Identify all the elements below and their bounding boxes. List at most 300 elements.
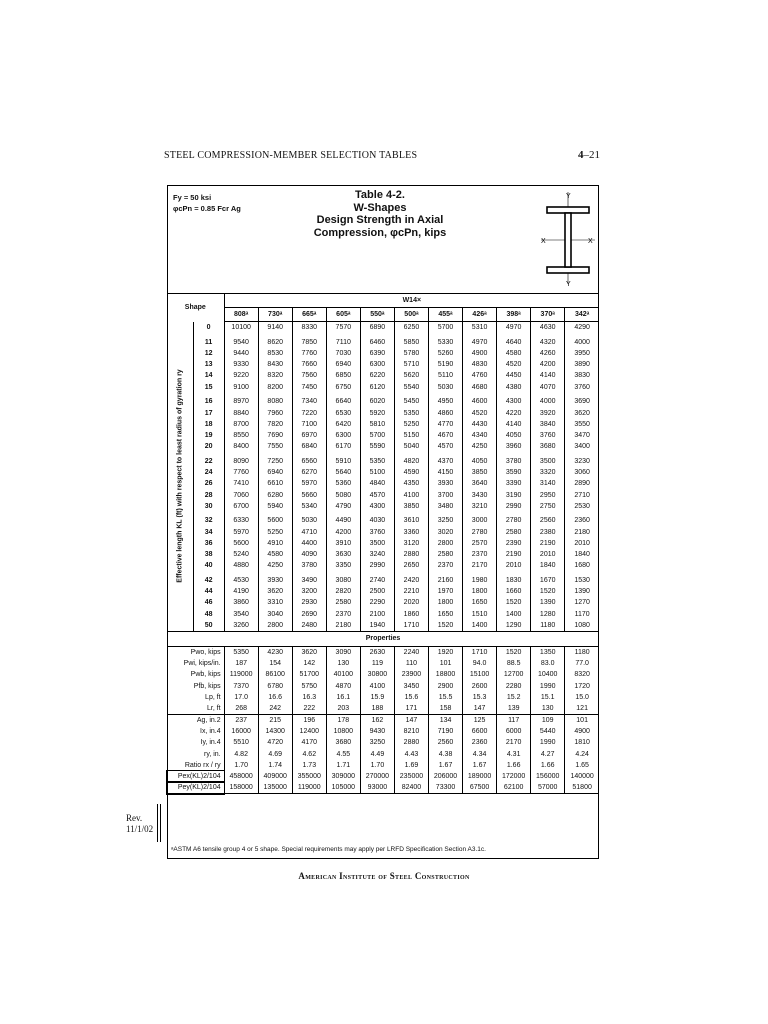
strength-value: 5910: [326, 456, 360, 467]
property-value: 16.1: [326, 692, 360, 703]
property-value: 4720: [258, 737, 292, 748]
strength-value: 5780: [394, 348, 428, 359]
property-value: 57000: [531, 782, 565, 794]
kl-value: 28: [193, 489, 224, 500]
strength-value: 6750: [326, 382, 360, 393]
property-value: 8320: [565, 669, 599, 680]
property-value: 5510: [224, 737, 258, 748]
property-value: 10400: [531, 669, 565, 680]
property-value: 1990: [531, 680, 565, 691]
strength-value: 2890: [565, 478, 599, 489]
strength-value: 7110: [326, 337, 360, 348]
table-row: [167, 575, 599, 586]
strength-value: 5850: [394, 337, 428, 348]
revision-note: [126, 813, 153, 835]
shape-label: Shape: [167, 294, 224, 322]
strength-value: 6170: [326, 441, 360, 452]
strength-value: 4490: [326, 515, 360, 526]
property-row: [167, 692, 599, 703]
strength-value: 4260: [531, 348, 565, 359]
strength-value: 3780: [292, 560, 326, 571]
strength-value: 4100: [394, 489, 428, 500]
property-value: 10800: [326, 726, 360, 737]
strength-value: 5640: [326, 467, 360, 478]
strength-value: 5700: [360, 430, 394, 441]
table-row: [167, 430, 599, 441]
property-value: 2900: [429, 680, 463, 691]
property-value: 4900: [565, 726, 599, 737]
table-row: [167, 441, 599, 452]
strength-value: 3630: [326, 549, 360, 560]
property-value: 3250: [360, 737, 394, 748]
property-value: 1.73: [292, 760, 326, 771]
strength-value: 6250: [394, 322, 428, 334]
strength-value: 7550: [258, 441, 292, 452]
strength-value: 3850: [463, 467, 497, 478]
x-axis-left-label: X: [541, 238, 546, 245]
strength-value: 8550: [224, 430, 258, 441]
property-label: Iy, in.4: [200, 739, 221, 747]
property-value: 235000: [394, 771, 428, 782]
size-header: 455ᵃ: [429, 308, 463, 322]
property-value: 162: [360, 714, 394, 726]
strength-value: 4670: [429, 430, 463, 441]
strength-value: 4970: [463, 337, 497, 348]
table-row: [167, 337, 599, 348]
table-row: [167, 549, 599, 560]
size-header: 342ᵃ: [565, 308, 599, 322]
strength-value: 3890: [565, 359, 599, 370]
property-value: 196: [292, 714, 326, 726]
strength-value: 6610: [258, 478, 292, 489]
strength-value: 4910: [258, 538, 292, 549]
property-row: [167, 658, 599, 669]
strength-value: 3760: [360, 527, 394, 538]
kl-value: 22: [193, 456, 224, 467]
property-value: 1520: [497, 646, 531, 658]
strength-value: 6560: [292, 456, 326, 467]
strength-value: 1800: [463, 586, 497, 597]
property-value: 242: [258, 703, 292, 715]
property-value: 6780: [258, 680, 292, 691]
table-row: [167, 382, 599, 393]
strength-value: 1800: [429, 597, 463, 608]
strength-value: 1270: [565, 597, 599, 608]
strength-value: 3690: [565, 396, 599, 407]
strength-value: 2880: [394, 549, 428, 560]
strength-value: 4580: [258, 549, 292, 560]
strength-value: 4050: [463, 456, 497, 467]
strength-value: 8970: [224, 396, 258, 407]
property-value: 4.62: [292, 749, 326, 760]
strength-value: 7560: [292, 370, 326, 381]
strength-value: 3240: [360, 549, 394, 560]
strength-value: 2010: [565, 538, 599, 549]
size-header: 808ᵃ: [224, 308, 258, 322]
strength-value: 3500: [531, 456, 565, 467]
property-value: 105000: [326, 782, 360, 794]
strength-value: 3120: [394, 538, 428, 549]
strength-value: 5100: [360, 467, 394, 478]
property-value: 4170: [292, 737, 326, 748]
strength-value: 8320: [258, 370, 292, 381]
strength-value: 3470: [565, 430, 599, 441]
strength-value: 7960: [258, 408, 292, 419]
property-value: 4.55: [326, 749, 360, 760]
strength-value: 2710: [565, 489, 599, 500]
strength-value: 5590: [360, 441, 394, 452]
strength-value: 8700: [224, 419, 258, 430]
strength-value: 9100: [224, 382, 258, 393]
property-value: 15.6: [394, 692, 428, 703]
property-value: 23900: [394, 669, 428, 680]
size-header: 550ᵃ: [360, 308, 394, 322]
strength-value: 1390: [565, 586, 599, 597]
strength-value: 4590: [394, 467, 428, 478]
property-label: Ag, in.2: [196, 717, 221, 725]
strength-value: 6420: [326, 419, 360, 430]
header-row: [167, 294, 599, 308]
strength-value: 1520: [531, 586, 565, 597]
strength-value: 4070: [531, 382, 565, 393]
kl-value: 44: [193, 586, 224, 597]
property-row: [167, 726, 599, 737]
strength-value: 4370: [429, 456, 463, 467]
strength-value: 4140: [497, 419, 531, 430]
y-axis-bottom-label: Y: [566, 281, 571, 286]
table-row: [167, 322, 599, 334]
strength-value: 2650: [394, 560, 428, 571]
strength-value: 6940: [258, 467, 292, 478]
strength-value: 5030: [429, 382, 463, 393]
kl-value: 42: [193, 575, 224, 586]
property-value: 15.1: [531, 692, 565, 703]
table-row: [167, 608, 599, 619]
strength-value: 6330: [224, 515, 258, 526]
property-value: 147: [394, 714, 428, 726]
material-info: [173, 192, 241, 214]
strength-value: 1650: [429, 608, 463, 619]
strength-value: 4640: [497, 337, 531, 348]
table-row: [167, 586, 599, 597]
property-row: [167, 669, 599, 680]
property-value: 6000: [497, 726, 531, 737]
property-row: [167, 646, 599, 658]
strength-value: 4520: [497, 359, 531, 370]
strength-value: 5340: [292, 501, 326, 512]
strength-value: 5540: [394, 382, 428, 393]
property-value: 86100: [258, 669, 292, 680]
property-value: 147: [463, 703, 497, 715]
strength-value: 5260: [429, 348, 463, 359]
property-value: 16.3: [292, 692, 326, 703]
property-label: Pwi, kips/in.: [183, 660, 221, 668]
property-value: 30800: [360, 669, 394, 680]
title-line-4: Compression, φcPn, kips: [313, 226, 447, 239]
strength-value: 4880: [224, 560, 258, 571]
strength-value: 5250: [258, 527, 292, 538]
property-value: 1.74: [258, 760, 292, 771]
strength-value: 4200: [326, 527, 360, 538]
property-value: 1.66: [497, 760, 531, 771]
property-value: 1710: [463, 646, 497, 658]
property-value: 156000: [531, 771, 565, 782]
strength-value: 1170: [565, 608, 599, 619]
strength-value: 2800: [258, 620, 292, 632]
strength-value: 8530: [258, 348, 292, 359]
strength-value: 3850: [394, 501, 428, 512]
strength-value: 3760: [565, 382, 599, 393]
strength-value: 4250: [463, 441, 497, 452]
title-line-1: Table 4-2.: [355, 189, 405, 201]
strength-value: 5040: [394, 441, 428, 452]
strength-value: 3840: [531, 419, 565, 430]
property-value: 409000: [258, 771, 292, 782]
property-value: 121: [565, 703, 599, 715]
property-value: 1.65: [565, 760, 599, 771]
strength-value: 2750: [531, 501, 565, 512]
strength-value: 2530: [565, 501, 599, 512]
properties-header-row: [167, 631, 599, 646]
strength-value: 6300: [326, 430, 360, 441]
strength-value: 4030: [360, 515, 394, 526]
strength-value: 6890: [360, 322, 394, 334]
strength-value: 3920: [531, 408, 565, 419]
property-value: 12700: [497, 669, 531, 680]
strength-value: 8200: [258, 382, 292, 393]
strength-value: 2380: [531, 527, 565, 538]
strength-value: 4600: [463, 396, 497, 407]
strength-value: 5710: [394, 359, 428, 370]
strength-value: 3260: [224, 620, 258, 632]
property-row: [167, 680, 599, 691]
table-row: [167, 527, 599, 538]
strength-value: 3200: [292, 586, 326, 597]
strength-value: 4860: [429, 408, 463, 419]
strength-value: 4000: [531, 396, 565, 407]
kl-value: 38: [193, 549, 224, 560]
property-value: 15.9: [360, 692, 394, 703]
strength-value: 3620: [565, 408, 599, 419]
property-value: 4.27: [531, 749, 565, 760]
property-value: 2600: [463, 680, 497, 691]
property-value: 4.34: [463, 749, 497, 760]
property-value: 119000: [292, 782, 326, 794]
strength-value: 4570: [429, 441, 463, 452]
title-line-3: Design Strength in Axial: [316, 214, 444, 226]
strength-value: 4790: [326, 501, 360, 512]
strength-value: 3760: [531, 430, 565, 441]
strength-value: 1830: [497, 575, 531, 586]
property-value: 309000: [326, 771, 360, 782]
property-value: 17.0: [224, 692, 258, 703]
strength-value: 5330: [429, 337, 463, 348]
strength-value: 1080: [565, 620, 599, 632]
property-value: 101: [565, 714, 599, 726]
strength-value: 3960: [497, 441, 531, 452]
strength-value: 5810: [360, 419, 394, 430]
strength-value: 1970: [429, 586, 463, 597]
property-value: 16000: [224, 726, 258, 737]
property-value: 93000: [360, 782, 394, 794]
strength-value: 2010: [497, 560, 531, 571]
strength-value: 4630: [531, 322, 565, 334]
strength-value: 4090: [292, 549, 326, 560]
strength-value: 1710: [394, 620, 428, 632]
strength-value: 3140: [531, 478, 565, 489]
property-row: [167, 771, 599, 782]
page-number: 4–21: [578, 149, 600, 161]
strength-value: 6280: [258, 489, 292, 500]
property-value: 5440: [531, 726, 565, 737]
effective-length-axis-label: Effective length KL (ft) with respect to least radius of gyration ry: [176, 369, 184, 583]
property-value: 1350: [531, 646, 565, 658]
design-strength-table: [167, 293, 599, 794]
property-value: 2630: [360, 646, 394, 658]
kl-value: 13: [193, 359, 224, 370]
property-value: 119000: [224, 669, 258, 680]
table-row: [167, 620, 599, 632]
strength-value: 7690: [258, 430, 292, 441]
strength-value: 2480: [292, 620, 326, 632]
property-value: 83.0: [531, 658, 565, 669]
strength-value: 2740: [360, 575, 394, 586]
table-row: [167, 515, 599, 526]
strength-value: 5310: [463, 322, 497, 334]
property-label: Pex(KL)2/104: [167, 771, 224, 782]
strength-value: 2420: [394, 575, 428, 586]
property-label: Pwb, kips: [190, 671, 221, 679]
property-value: 8210: [394, 726, 428, 737]
property-value: 51700: [292, 669, 326, 680]
strength-value: 5080: [326, 489, 360, 500]
strength-value: 8080: [258, 396, 292, 407]
strength-value: 5350: [394, 408, 428, 419]
strength-value: 2390: [497, 538, 531, 549]
property-value: 1.67: [429, 760, 463, 771]
property-label: Lp, ft: [205, 693, 221, 701]
property-value: 1920: [429, 646, 463, 658]
strength-value: 4900: [463, 348, 497, 359]
strength-value: 5360: [326, 478, 360, 489]
strength-value: 4350: [394, 478, 428, 489]
property-value: 16.6: [258, 692, 292, 703]
strength-value: 7660: [292, 359, 326, 370]
strength-value: 2820: [326, 586, 360, 597]
kl-value: 50: [193, 620, 224, 632]
kl-value: 16: [193, 396, 224, 407]
strength-value: 6300: [360, 359, 394, 370]
property-value: 178: [326, 714, 360, 726]
revision-label: Rev.: [126, 813, 143, 823]
kl-value: 46: [193, 597, 224, 608]
strength-value: 2370: [429, 560, 463, 571]
strength-value: 1290: [497, 620, 531, 632]
strength-value: 4680: [463, 382, 497, 393]
property-row: [167, 714, 599, 726]
strength-value: 6020: [360, 396, 394, 407]
property-value: 7370: [224, 680, 258, 691]
property-value: 268: [224, 703, 258, 715]
property-value: 189000: [463, 771, 497, 782]
strength-value: 8840: [224, 408, 258, 419]
property-value: 15.5: [429, 692, 463, 703]
kl-value: 15: [193, 382, 224, 393]
table-row: [167, 359, 599, 370]
strength-value: 7340: [292, 396, 326, 407]
property-value: 88.5: [497, 658, 531, 669]
strength-value: 6840: [292, 441, 326, 452]
property-value: 130: [531, 703, 565, 715]
strength-value: 2780: [463, 527, 497, 538]
property-value: 15100: [463, 669, 497, 680]
strength-value: 5970: [292, 478, 326, 489]
axis-label-cell: [167, 322, 193, 632]
strength-value: 2990: [497, 501, 531, 512]
property-value: 14300: [258, 726, 292, 737]
strength-value: 6120: [360, 382, 394, 393]
property-value: 2170: [497, 737, 531, 748]
size-header: 605ᵃ: [326, 308, 360, 322]
size-header: 730ᵃ: [258, 308, 292, 322]
strength-value: 5190: [429, 359, 463, 370]
strength-value: 1510: [463, 608, 497, 619]
property-value: 4.38: [429, 749, 463, 760]
strength-value: 2190: [531, 538, 565, 549]
property-value: 82400: [394, 782, 428, 794]
property-value: 1810: [565, 737, 599, 748]
property-value: 135000: [258, 782, 292, 794]
kl-value: 34: [193, 527, 224, 538]
strength-value: 3080: [326, 575, 360, 586]
property-row: [167, 749, 599, 760]
property-value: 1.71: [326, 760, 360, 771]
property-value: 237: [224, 714, 258, 726]
strength-value: 1680: [565, 560, 599, 571]
property-value: 2280: [497, 680, 531, 691]
strength-value: 4000: [565, 337, 599, 348]
size-header: 426ᵃ: [463, 308, 497, 322]
strength-value: 5660: [292, 489, 326, 500]
w-shape-section-icon: [537, 190, 599, 286]
strength-value: 4770: [429, 419, 463, 430]
strength-value: 5970: [224, 527, 258, 538]
strength-value: 3320: [531, 467, 565, 478]
strength-value: 3040: [258, 608, 292, 619]
strength-value: 3190: [497, 489, 531, 500]
kl-value: 26: [193, 478, 224, 489]
strength-value: 3830: [565, 370, 599, 381]
strength-value: 4570: [360, 489, 394, 500]
strength-value: 4530: [224, 575, 258, 586]
strength-value: 6530: [326, 408, 360, 419]
property-value: 4230: [258, 646, 292, 658]
strength-value: 2370: [326, 608, 360, 619]
size-header: 500ᵃ: [394, 308, 428, 322]
property-value: 355000: [292, 771, 326, 782]
property-value: 458000: [224, 771, 258, 782]
strength-value: 6390: [360, 348, 394, 359]
strength-value: 4950: [429, 396, 463, 407]
kl-value: 19: [193, 430, 224, 441]
strength-value: 3400: [565, 441, 599, 452]
strength-value: 1650: [463, 597, 497, 608]
kl-value: 17: [193, 408, 224, 419]
property-value: 171: [394, 703, 428, 715]
property-value: 203: [326, 703, 360, 715]
table-row: [167, 348, 599, 359]
strength-value: 3590: [497, 467, 531, 478]
